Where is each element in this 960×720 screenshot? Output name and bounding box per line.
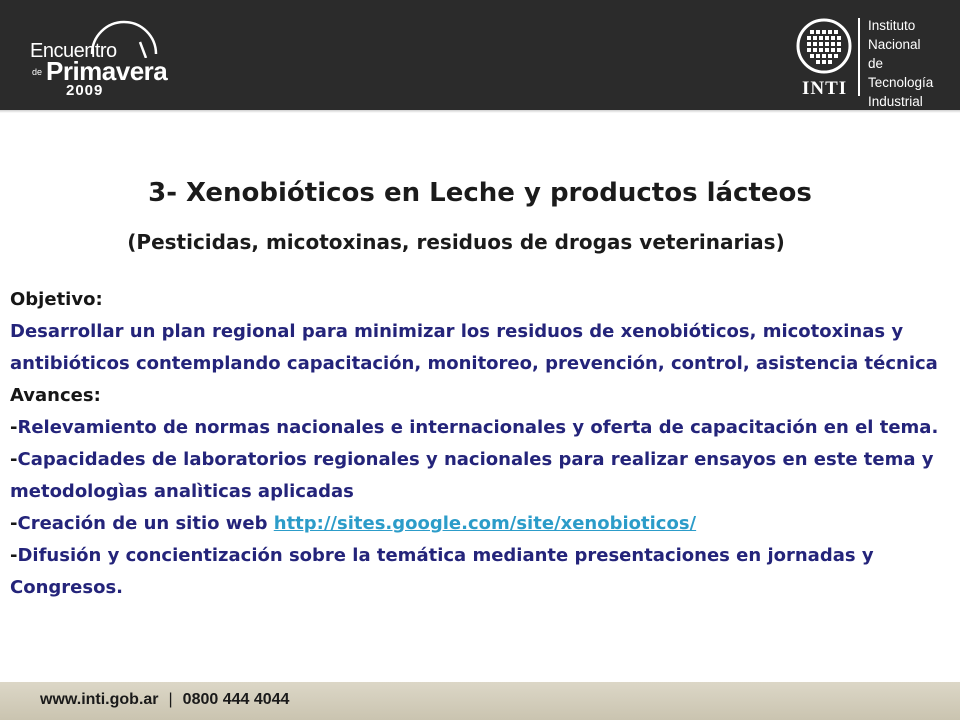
footer-contact [40, 691, 289, 709]
advances-label: Avances: [10, 385, 101, 406]
event-logo [28, 12, 178, 98]
advance-item [10, 540, 950, 604]
inti-name-line3: de Tecnología [868, 56, 934, 90]
advance-dash: - [10, 449, 18, 470]
event-logo-line3: Primavera [46, 56, 168, 86]
advance-item [10, 508, 950, 540]
inti-emblem-icon [796, 18, 852, 76]
header-divider [0, 110, 960, 113]
xenobioticos-site-link[interactable]: http://sites.google.com/site/xenobioticos/ [273, 513, 697, 534]
inti-name-line4: Industrial [868, 94, 923, 109]
advance-text: Relevamiento de normas nacionales e internacionales y oferta de capacitación en el tema. [17, 417, 939, 438]
inti-logo-name [868, 16, 946, 111]
objective-label: Objetivo: [10, 289, 103, 310]
advance-text: Difusión y concientización sobre la temática mediante presentaciones en jornadas y Congresos. [10, 545, 874, 598]
inti-logo-divider [858, 18, 860, 96]
advance-text: Creación de un sitio web [17, 513, 274, 534]
advance-dash: - [10, 417, 18, 438]
slide-title: 3- Xenobióticos en Leche y productos lácteos [148, 178, 812, 208]
slide-footer [0, 682, 960, 720]
inti-name-line1: Instituto [868, 18, 916, 33]
advance-item [10, 444, 950, 508]
footer-separator: | [168, 691, 173, 708]
event-logo-line2: de [32, 67, 43, 77]
inti-logo [796, 14, 946, 109]
inti-name-line2: Nacional [868, 37, 921, 52]
advance-dash: - [10, 545, 18, 566]
slide-subtitle: (Pesticidas, micotoxinas, residuos de drogas veterinarias) [127, 230, 785, 254]
slide-header [0, 0, 960, 110]
footer-phone: 0800 444 4044 [182, 691, 290, 708]
advance-dash: - [10, 513, 18, 534]
event-logo-line1: Encuentro [30, 40, 117, 62]
objective-text: Desarrollar un plan regional para minimizar los residuos de xenobióticos, micotoxinas y antibióticos contemplando capacitación, monitoreo, prevención, control, asistencia técnica [10, 321, 938, 374]
advance-text: Capacidades de laboratorios regionales y nacionales para realizar ensayos en este tema y metodologìas analìticas aplicadas [10, 449, 934, 502]
advance-item [10, 412, 950, 444]
event-logo-year: 2009 [66, 82, 104, 99]
inti-logo-abbr: INTI [802, 78, 848, 99]
slide-body [10, 284, 950, 604]
footer-website: www.inti.gob.ar [40, 691, 159, 708]
